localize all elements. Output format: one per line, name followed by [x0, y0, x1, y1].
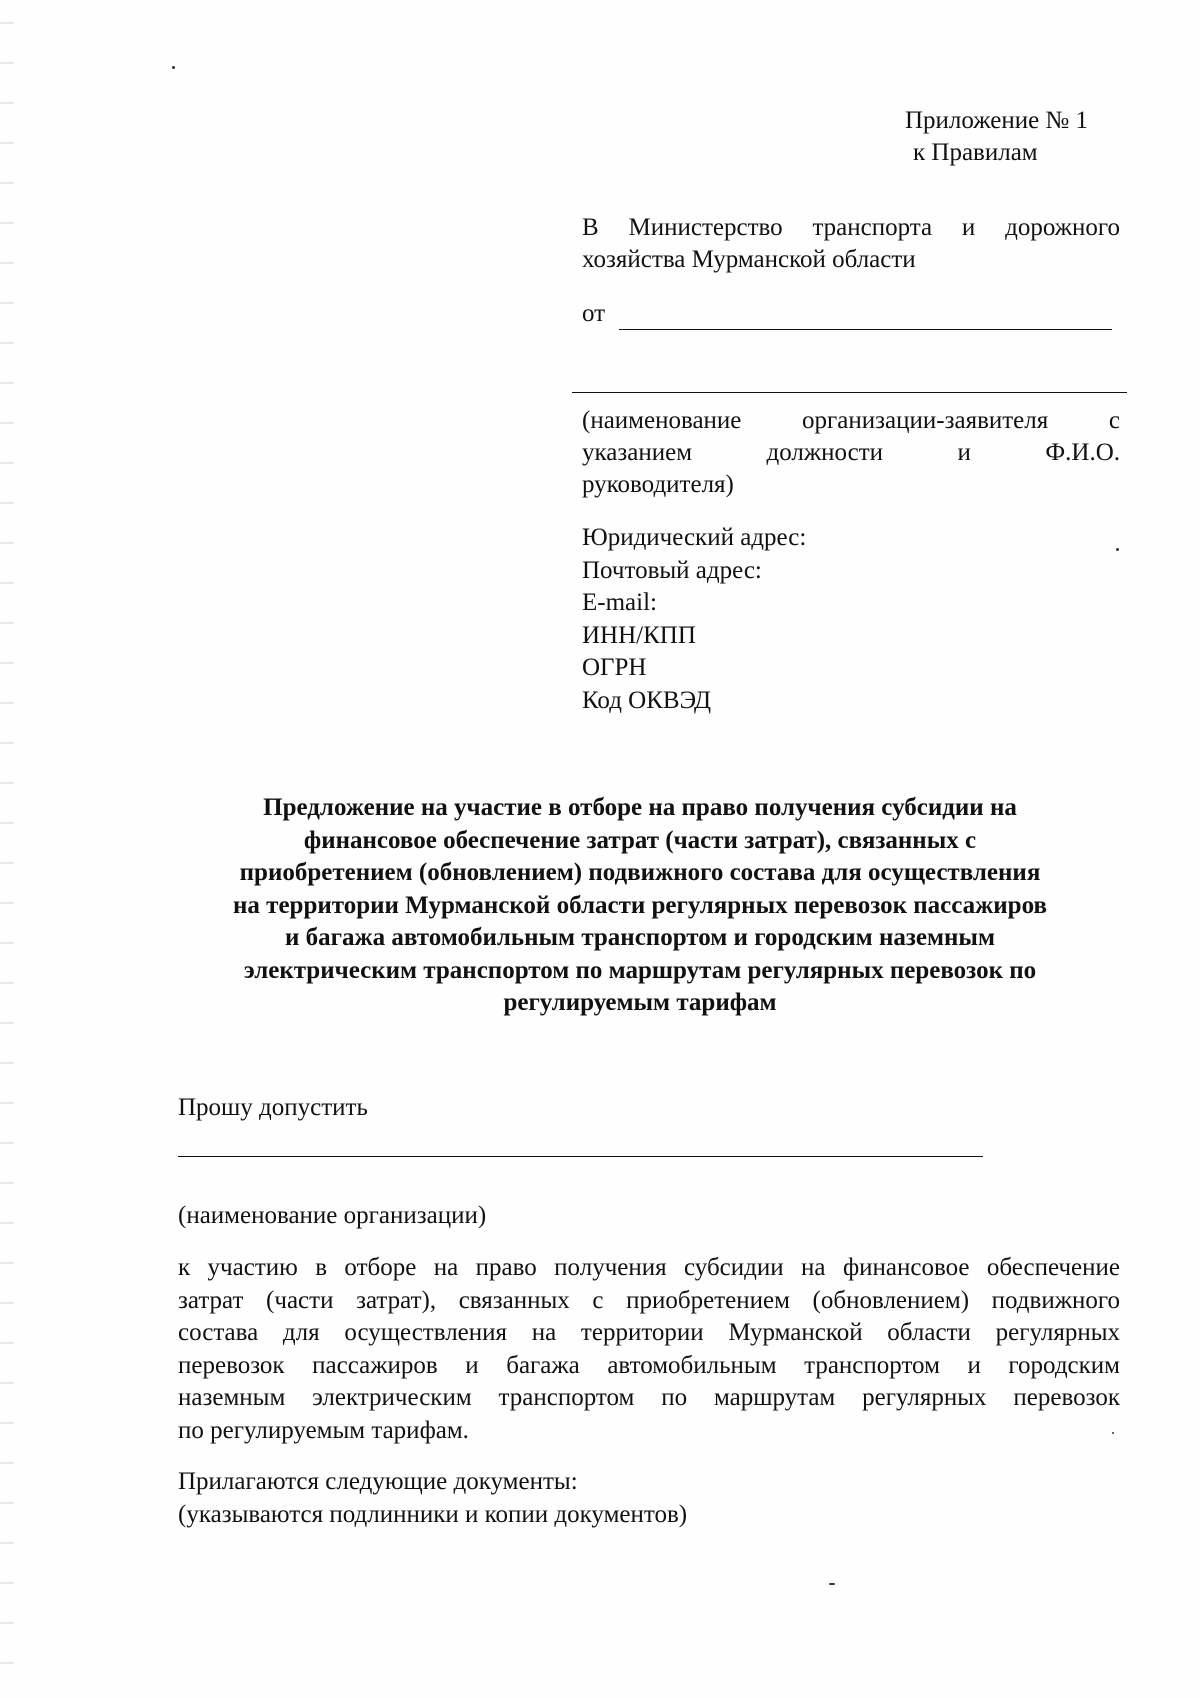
title-line: регулируемым тарифам: [503, 989, 777, 1016]
applicant-fill-line: [572, 392, 1127, 393]
email-label: E-mail:: [582, 589, 657, 616]
appendix-number: Приложение № 1: [905, 107, 1089, 134]
ogrn-label: ОГРН: [582, 654, 647, 681]
okved-label: Код ОКВЭД: [582, 686, 712, 714]
title-line: приобретением (обновлением) подвижного состава для осуществления: [239, 859, 1041, 886]
appendix-rules: к Правилам: [913, 139, 1038, 166]
document-title: [160, 792, 1120, 1020]
attached-documents: [178, 1466, 687, 1531]
organization-note: (наименование организации): [178, 1202, 487, 1229]
body-line: наземным электрическим транспортом по маршрутам регулярных перевозок: [178, 1384, 1120, 1411]
requisites-list: [582, 522, 806, 717]
from-label: от: [582, 300, 606, 327]
attached-documents-label: Прилагаются следующие документы:: [178, 1468, 578, 1495]
applicant-name-note: [582, 405, 1120, 501]
name-note-line: руководителя): [582, 471, 734, 498]
scan-edge-marks: [0, 0, 14, 1698]
body-line: к участию в отборе на право получения субсидии на финансовое обеспечение: [178, 1254, 1120, 1281]
body-line: по регулируемым тарифам.: [178, 1416, 469, 1444]
inn-kpp-label: ИНН/КПП: [582, 621, 696, 649]
title-line: Предложение на участие в отборе на право получения субсидии на: [263, 794, 1017, 821]
title-line: на территории Мурманской области регулярных перевозок пассажиров: [233, 891, 1047, 919]
postal-address-label: Почтовый адрес:: [582, 556, 762, 584]
from-fill-line: [619, 303, 1112, 330]
scan-speck: [1112, 1432, 1114, 1434]
attached-documents-note: (указываются подлинники и копии документов): [178, 1500, 688, 1528]
title-line: электрическим транспортом по маршрутам регулярных перевозок по: [243, 956, 1037, 984]
title-line: и багажа автомобильным транспортом и городским наземным: [285, 924, 995, 951]
scan-speck: [829, 1583, 835, 1585]
request-label: Прошу допустить: [178, 1094, 368, 1121]
body-line: перевозок пассажиров и багажа автомобильным транспортом и городским: [178, 1351, 1120, 1379]
title-line: финансовое обеспечение затрат (части затрат), связанных с: [303, 826, 977, 854]
legal-address-label: Юридический адрес:: [582, 524, 807, 551]
name-note-line: указанием должности и Ф.И.О.: [582, 439, 1120, 466]
body-line: затрат (части затрат), связанных с приобретением (обновлением) подвижного: [178, 1286, 1120, 1314]
addressee-block: В Министерство транспорта и дорожного хозяйства Мурманской области: [582, 214, 1120, 273]
scan-speck: [172, 66, 175, 69]
body-line: состава для осуществления на территории Мурманской области регулярных: [178, 1319, 1120, 1346]
name-note-line: (наименование организации-заявителя с: [582, 407, 1120, 434]
organization-fill-line: [178, 1156, 983, 1157]
from-row: [582, 298, 1112, 330]
body-paragraph: [178, 1252, 1120, 1447]
scan-speck: [1116, 548, 1119, 551]
appendix-reference: [905, 105, 1088, 169]
